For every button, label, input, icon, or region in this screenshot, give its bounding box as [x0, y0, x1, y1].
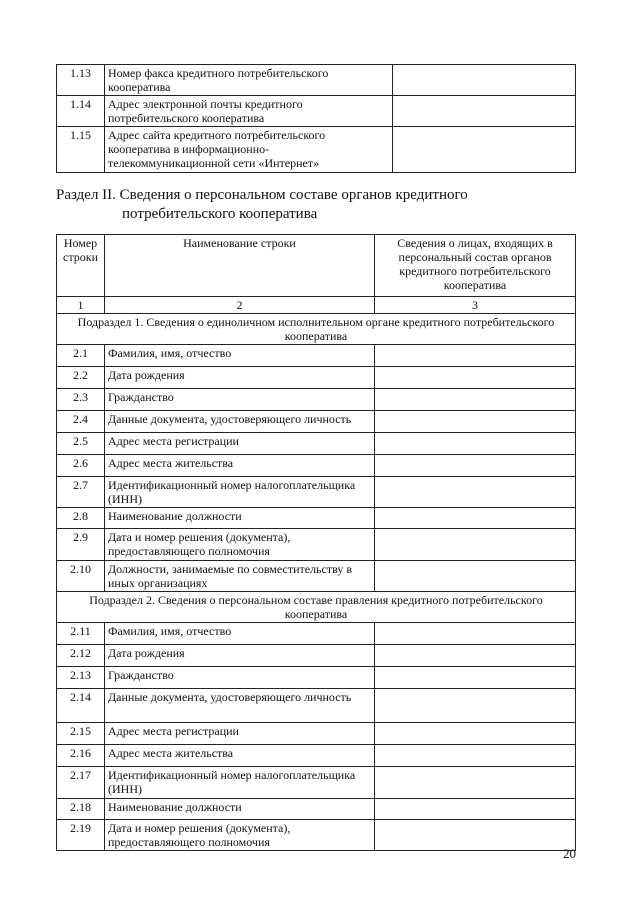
row-number: 2.9	[57, 529, 105, 561]
table-row	[57, 477, 576, 508]
row-value	[375, 411, 576, 433]
row-label: Адрес места жительства	[105, 455, 375, 477]
table-row	[57, 127, 576, 173]
main-table	[56, 234, 576, 851]
row-label: Адрес сайта кредитного потребительского кооператива в информационно-телекоммуникационной сети «Интернет»	[105, 127, 393, 173]
row-number: 2.10	[57, 561, 105, 592]
row-value	[375, 820, 576, 851]
row-label: Наименование должности	[105, 508, 375, 529]
column-number-3: 3	[375, 297, 576, 314]
table-row	[57, 508, 576, 529]
row-label: Адрес места регистрации	[105, 723, 375, 745]
row-value	[375, 799, 576, 820]
table-row	[57, 723, 576, 745]
row-value	[375, 477, 576, 508]
row-label: Гражданство	[105, 667, 375, 689]
row-label: Адрес места жительства	[105, 745, 375, 767]
row-number: 1.15	[57, 127, 105, 173]
table-row	[57, 96, 576, 127]
column-numbers-row	[57, 297, 576, 314]
row-number: 2.12	[57, 645, 105, 667]
row-label: Дата рождения	[105, 367, 375, 389]
column-number-2: 2	[105, 297, 375, 314]
row-number: 2.5	[57, 433, 105, 455]
row-label: Данные документа, удостоверяющего личность	[105, 411, 375, 433]
row-number: 2.18	[57, 799, 105, 820]
table-row	[57, 345, 576, 367]
row-number: 2.11	[57, 623, 105, 645]
table-row	[57, 411, 576, 433]
row-label: Идентификационный номер налогоплательщика (ИНН)	[105, 477, 375, 508]
row-label: Фамилия, имя, отчество	[105, 623, 375, 645]
row-value	[375, 561, 576, 592]
subsection-title-row	[57, 592, 576, 623]
table-row	[57, 799, 576, 820]
table-row	[57, 65, 576, 96]
section-heading	[56, 186, 575, 224]
row-value	[393, 127, 576, 173]
row-value	[393, 65, 576, 96]
row-number: 2.3	[57, 389, 105, 411]
row-number: 2.8	[57, 508, 105, 529]
row-label: Должности, занимаемые по совместительству в иных организациях	[105, 561, 375, 592]
row-value	[375, 433, 576, 455]
row-number: 2.15	[57, 723, 105, 745]
subsection-1-title: Подраздел 1. Сведения о единоличном исполнительном органе кредитного потребительского кооператива	[57, 314, 576, 345]
column-number-1: 1	[57, 297, 105, 314]
page-number: 20	[563, 846, 576, 861]
header-col-name: Наименование строки	[105, 235, 375, 297]
subsection-2-title: Подраздел 2. Сведения о персональном составе правления кредитного потребительского кооператива	[57, 592, 576, 623]
table-row	[57, 667, 576, 689]
row-value	[375, 455, 576, 477]
table-row	[57, 433, 576, 455]
row-value	[375, 389, 576, 411]
section-heading-line2: потребительского кооператива	[122, 206, 318, 222]
table-row	[57, 529, 576, 561]
row-number: 2.7	[57, 477, 105, 508]
section-heading-line1: Раздел II. Сведения о персональном составе органов кредитного	[56, 187, 468, 203]
header-col-info: Сведения о лицах, входящих в персональный состав органов кредитного потребительского кооператива	[375, 235, 576, 297]
row-label: Дата и номер решения (документа), предоставляющего полномочия	[105, 820, 375, 851]
table-row	[57, 623, 576, 645]
row-label: Дата и номер решения (документа), предоставляющего полномочия	[105, 529, 375, 561]
row-number: 2.13	[57, 667, 105, 689]
top-table	[56, 64, 576, 173]
row-value	[375, 645, 576, 667]
row-value	[375, 745, 576, 767]
row-number: 2.19	[57, 820, 105, 851]
row-number: 1.13	[57, 65, 105, 96]
row-label: Адрес места регистрации	[105, 433, 375, 455]
table-row	[57, 645, 576, 667]
row-label: Гражданство	[105, 389, 375, 411]
row-value	[375, 689, 576, 723]
row-value	[375, 723, 576, 745]
table-row	[57, 561, 576, 592]
table-row	[57, 767, 576, 799]
row-value	[375, 767, 576, 799]
row-label: Наименование должности	[105, 799, 375, 820]
row-number: 2.2	[57, 367, 105, 389]
header-row	[57, 235, 576, 297]
row-value	[375, 345, 576, 367]
header-col-number: Номер строки	[57, 235, 105, 297]
row-label: Фамилия, имя, отчество	[105, 345, 375, 367]
row-label: Дата рождения	[105, 645, 375, 667]
row-value	[375, 508, 576, 529]
table-row	[57, 455, 576, 477]
row-value	[375, 529, 576, 561]
table-row	[57, 820, 576, 851]
table-row	[57, 389, 576, 411]
row-value	[375, 667, 576, 689]
row-value	[375, 623, 576, 645]
row-number: 2.6	[57, 455, 105, 477]
table-row	[57, 367, 576, 389]
row-number: 2.17	[57, 767, 105, 799]
row-number: 1.14	[57, 96, 105, 127]
table-row	[57, 745, 576, 767]
row-label: Идентификационный номер налогоплательщика (ИНН)	[105, 767, 375, 799]
row-value	[393, 96, 576, 127]
row-label: Адрес электронной почты кредитного потребительского кооператива	[105, 96, 393, 127]
row-value	[375, 367, 576, 389]
row-label: Данные документа, удостоверяющего личность	[105, 689, 375, 723]
row-number: 2.4	[57, 411, 105, 433]
table-row	[57, 689, 576, 723]
row-label: Номер факса кредитного потребительского кооператива	[105, 65, 393, 96]
row-number: 2.1	[57, 345, 105, 367]
row-number: 2.16	[57, 745, 105, 767]
row-number: 2.14	[57, 689, 105, 723]
subsection-title-row	[57, 314, 576, 345]
